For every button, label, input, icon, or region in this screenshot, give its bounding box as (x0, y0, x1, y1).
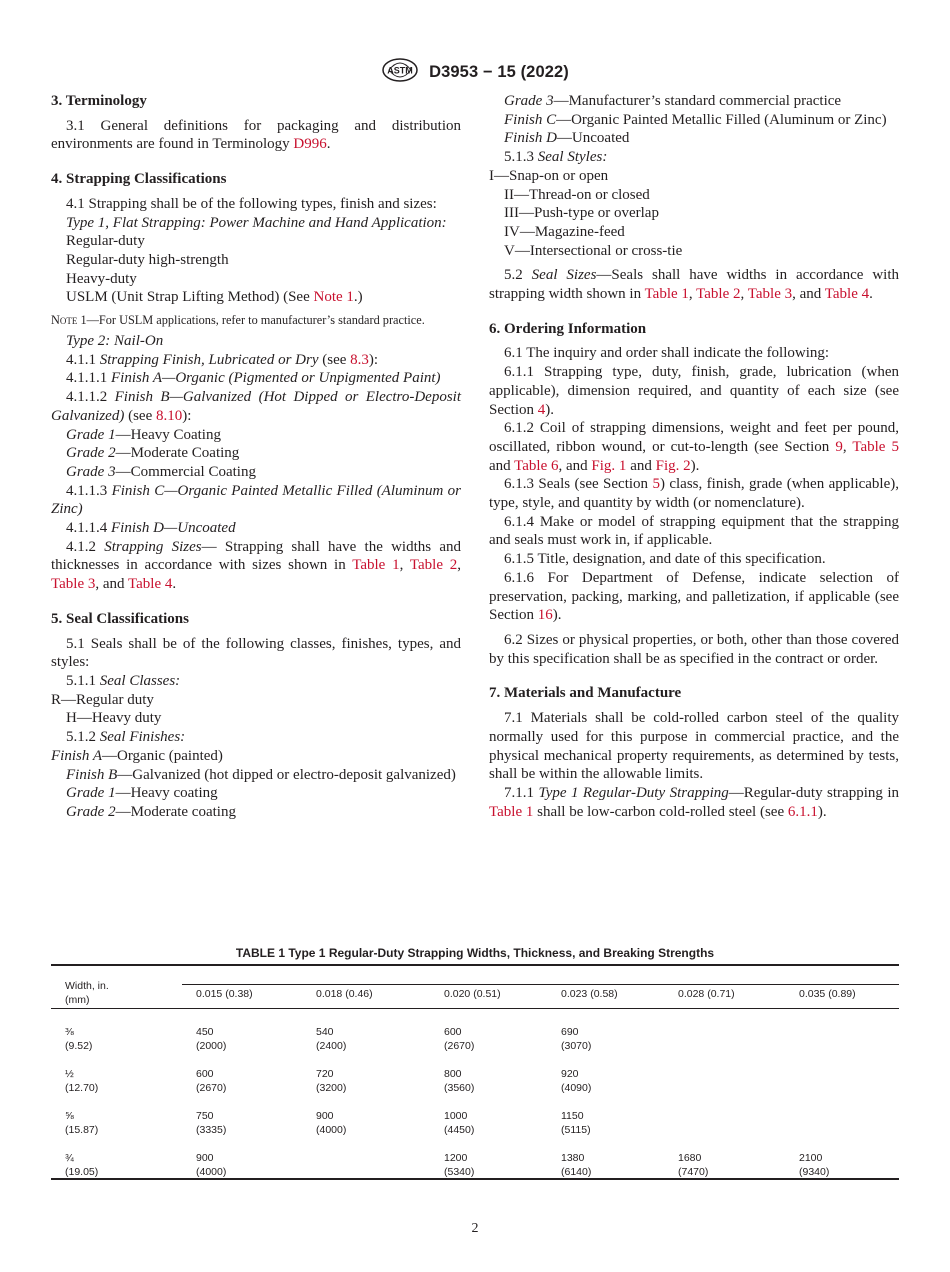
section-3-heading: 3. Terminology (51, 93, 147, 109)
table-row-width: ¾ (19.05) (65, 1152, 99, 1178)
para-4-1-2: 4.1.2 Strapping Sizes— Strapping shall have the widths and thicknesses in accordance with sizes shown in Table 1, Table 2, Table 3, and Table 4. (51, 538, 461, 593)
link-table-3[interactable]: Table 3 (51, 576, 96, 593)
table-cell: 540 (2400) (316, 1026, 347, 1052)
link-fig-2[interactable]: Fig. 2 (655, 457, 691, 474)
link-6-1-1[interactable]: 6.1.1 (787, 803, 818, 820)
para-5-1-1: 5.1.1 Seal Classes: (66, 672, 181, 689)
para-7-1: 7.1 Materials shall be cold-rolled carbon steel of the quality normally used for this purpose in commercial practice, and the physical mechanical property requirements, as determined by tests, shall be within the allowable limits. (489, 710, 899, 783)
table-cell: 920 (4090) (561, 1068, 592, 1094)
table-row-width: ½ (12.70) (65, 1068, 99, 1094)
table-cell: 900 (4000) (196, 1152, 227, 1178)
link-section-16[interactable]: 16 (537, 607, 553, 624)
table-cell: 750 (3335) (196, 1110, 227, 1136)
para-4-1: 4.1 Strapping shall be of the following types, finish and sizes: (66, 195, 437, 212)
link-table-1[interactable]: Table 1 (489, 803, 534, 820)
thickness-column-header: 0.015 (0.38) (196, 988, 253, 1000)
link-d996[interactable]: D996 (293, 136, 327, 153)
link-note-1[interactable]: Note 1 (313, 289, 354, 306)
para-6-1-2: 6.1.2 Coil of strapping dimensions, weight and feet per pound, oscillated, ribbon wound, or cut-to-length (see Section 9, Table 5 and Table 6, and Fig. 1 and Fig. 2). (489, 420, 899, 474)
style-item: II—Thread-on or closed (504, 186, 650, 203)
table-cell: 800 (3560) (444, 1068, 475, 1094)
link-section-9[interactable]: 9 (835, 438, 843, 455)
para-6-1-1: 6.1.1 Strapping type, duty, finish, grade, lubrication (when applicable), dimension required, and quantity of each size (see Section 4). (489, 364, 899, 418)
table-cell: 450 (2000) (196, 1026, 227, 1052)
table-cell: 1680 (7470) (678, 1152, 709, 1178)
width-header: Width, in. (mm) (65, 980, 109, 1006)
document-designation: D3953 − 15 (2022) (429, 63, 569, 81)
table-cell: 690 (3070) (561, 1026, 592, 1052)
link-8-3[interactable]: 8.3 (350, 351, 369, 368)
section-4-heading: 4. Strapping Classifications (51, 171, 227, 188)
link-table-6[interactable]: Table 6 (514, 457, 559, 474)
finish-b-item: Finish B—Galvanized (hot dipped or electro-deposit galvanized) (66, 766, 456, 783)
note-1: Note 1—For USLM applications, refer to manufacturer’s standard practice. (51, 313, 425, 328)
table-row-width: ⅜ (9.52) (65, 1026, 93, 1052)
table-1-title: TABLE 1 Type 1 Regular-Duty Strapping Widths, Thickness, and Breaking Strengths (235, 946, 715, 960)
type-1-item: Regular-duty (66, 233, 145, 250)
para-5-1-2: 5.1.2 Seal Finishes: (66, 729, 186, 746)
table-cell: 720 (3200) (316, 1068, 347, 1094)
para-5-1: 5.1 Seals shall be of the following classes, finishes, types, and styles: (51, 635, 461, 671)
table-header-subrule (182, 984, 899, 985)
para-4-1-1: 4.1.1 Strapping Finish, Lubricated or Dry (see 8.3): (66, 351, 379, 368)
link-fig-1[interactable]: Fig. 1 (591, 457, 627, 474)
astm-logo-text: ASTM (387, 65, 413, 76)
para-6-1-4: 6.1.4 Make or model of strapping equipment that the strapping and seals must work in, if applicable. (489, 513, 899, 549)
style-item: I—Snap-on or open (489, 167, 609, 184)
finish-a-item: Finish A—Organic (painted) (51, 747, 223, 764)
table-cell: 1380 (6140) (561, 1152, 592, 1178)
para-7-1-1: 7.1.1 Type 1 Regular-Duty Strapping—Regular-duty strapping in Table 1 shall be low-carbon cold-rolled steel (see 6.1.1). (489, 784, 900, 820)
grade-item: Grade 2—Moderate Coating (66, 445, 240, 462)
table-cell: 2100 (9340) (799, 1152, 830, 1178)
para-4-1-1-3: 4.1.1.3 Finish C—Organic Painted Metallic Filled (Aluminum or Zinc) (51, 482, 461, 518)
para-5-2: 5.2 Seal Sizes—Seals shall have widths in accordance with strapping width shown in Table 1, Table 2, Table 3, and Table 4. (489, 267, 900, 303)
para-5-1-3: 5.1.3 Seal Styles: (504, 149, 608, 166)
style-item: IV—Magazine-feed (504, 223, 625, 240)
style-item: III—Push-type or overlap (504, 205, 659, 222)
link-section-4[interactable]: 4 (537, 401, 546, 418)
table-bottom-rule (51, 1178, 899, 1180)
link-table-1[interactable]: Table 1 (352, 557, 400, 574)
table-cell: 600 (2670) (444, 1026, 475, 1052)
page-number: 2 (471, 1221, 479, 1236)
para-6-1-5: 6.1.5 Title, designation, and date of this specification. (504, 551, 826, 568)
para-3-1: 3.1 General definitions for packaging and distribution environments are found in Terminology D996. (51, 117, 461, 153)
finish-c-item: Finish C—Organic Painted Metallic Filled (Aluminum or Zinc) (504, 111, 887, 128)
para-6-2: 6.2 Sizes or physical properties, or both, other than those covered by this specification shall be as specified in the contract or order. (489, 631, 899, 667)
table-top-rule (51, 964, 899, 966)
thickness-column-header: 0.035 (0.89) (799, 988, 856, 1000)
type-1-item: Heavy-duty (66, 270, 137, 287)
para-4-1-1-2: 4.1.1.2 Finish B—Galvanized (Hot Dipped or Electro-Deposit Galvanized) (see 8.10): (51, 389, 461, 424)
section-6-heading: 6. Ordering Information (489, 320, 647, 337)
right-column (489, 92, 899, 821)
para-6-1: 6.1 The inquiry and order shall indicate the following: (504, 345, 830, 362)
seal-grade-item: Grade 1—Heavy coating (66, 785, 218, 802)
thickness-column-header: 0.020 (0.51) (444, 988, 501, 1000)
link-table-2[interactable]: Table 2 (409, 557, 458, 574)
finish-d-item: Finish D—Uncoated (504, 130, 630, 147)
section-7-heading: 7. Materials and Manufacture (489, 685, 682, 702)
type-1-heading: Type 1, Flat Strapping: Power Machine and Hand Application: (66, 214, 447, 231)
astm-logo-icon (381, 58, 419, 87)
para-6-1-3: 6.1.3 Seals (see Section 5) class, finish, grade (when applicable), type, style, and quantity by width (or nomenclature). (489, 476, 899, 512)
para-4-1-1-4: 4.1.1.4 Finish D—Uncoated (66, 520, 236, 537)
table-row-width: ⅝ (15.87) (65, 1110, 99, 1136)
seal-grade-item: Grade 2—Moderate coating (66, 803, 236, 820)
type-2-heading: Type 2: Nail-On (66, 333, 164, 350)
class-item: R—Regular duty (51, 691, 154, 708)
grade-item: Grade 3—Commercial Coating (66, 463, 256, 480)
link-table-1[interactable]: Table 1 (644, 286, 689, 303)
link-table-4[interactable]: Table 4 (824, 286, 870, 303)
table-cell: 1150 (5115) (561, 1110, 591, 1136)
table-cell: 1000 (4450) (444, 1110, 475, 1136)
table-cell: 600 (2670) (196, 1068, 227, 1094)
class-item: H—Heavy duty (66, 710, 162, 727)
section-5-heading: 5. Seal Classifications (51, 610, 189, 627)
type-1-item-uslm: USLM (Unit Strap Lifting Method) (See Note 1.) (66, 289, 363, 306)
table-cell: 1200 (5340) (444, 1152, 475, 1178)
style-item: V—Intersectional or cross-tie (504, 242, 683, 259)
page-header (0, 58, 950, 87)
thickness-column-header: 0.023 (0.58) (561, 988, 618, 1000)
link-section-5[interactable]: 5 (652, 476, 660, 493)
para-4-1-1-1: 4.1.1.1 Finish A—Organic (Pigmented or Unpigmented Paint) (66, 370, 441, 387)
para-6-1-6: 6.1.6 For Department of Defense, indicate selection of preservation, packing, marking, and palletization, if applicable (see Section 16). (489, 569, 899, 624)
table-cell: 900 (4000) (316, 1110, 347, 1136)
link-table-3[interactable]: Table 3 (747, 286, 793, 303)
link-table-5[interactable]: Table 5 (852, 438, 899, 455)
left-column (51, 92, 461, 822)
link-table-2[interactable]: Table 2 (696, 286, 741, 303)
seal-grade-3-item: Grade 3—Manufacturer’s standard commercial practice (504, 93, 842, 109)
link-table-4[interactable]: Table 4 (128, 576, 173, 593)
link-8-10[interactable]: 8.10 (155, 407, 183, 424)
type-1-item: Regular-duty high-strength (66, 251, 229, 268)
thickness-column-header: 0.028 (0.71) (678, 988, 735, 1000)
grade-item: Grade 1—Heavy Coating (66, 426, 221, 443)
table-header-rule (51, 1008, 899, 1009)
thickness-column-header: 0.018 (0.46) (316, 988, 373, 1000)
